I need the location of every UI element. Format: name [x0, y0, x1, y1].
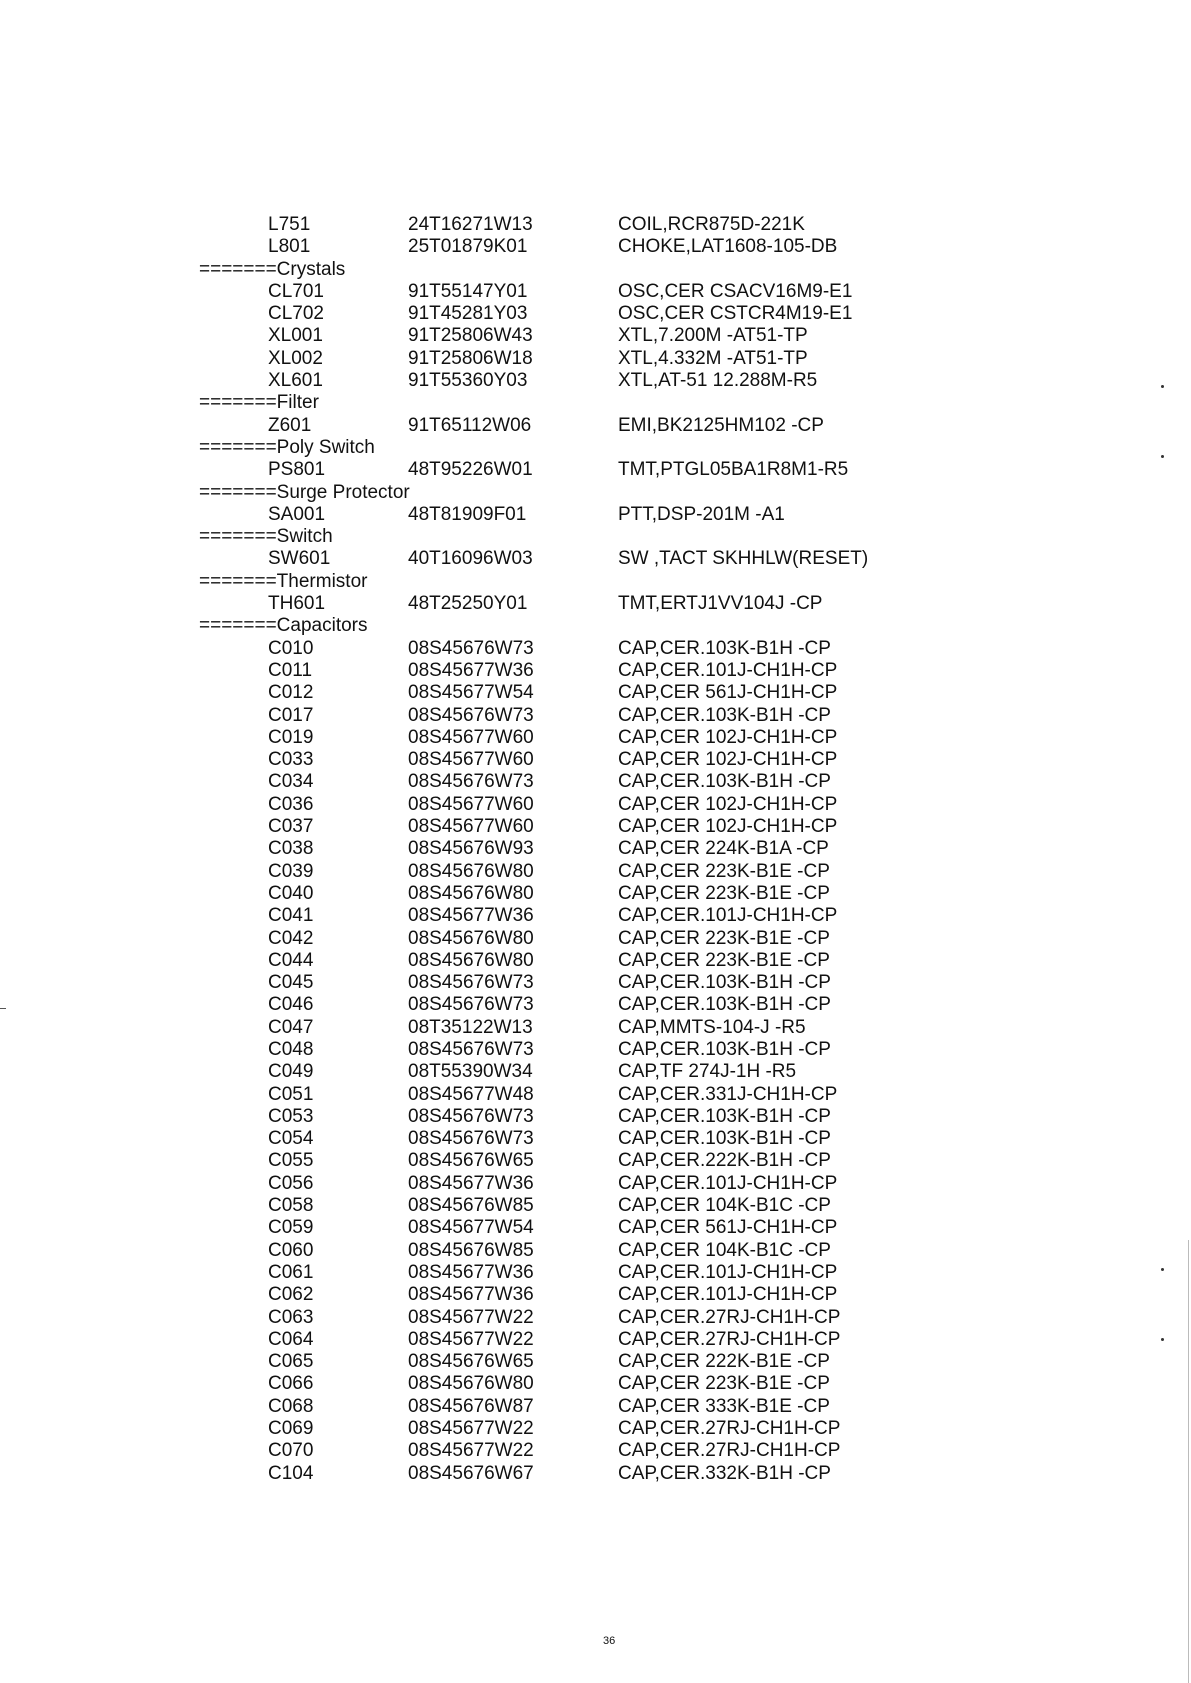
parts-row: [0, 1351, 1191, 1373]
ref-designator: SA001: [268, 503, 326, 525]
ref-designator: C017: [268, 704, 314, 726]
part-description: CAP,CER 223K-B1E -CP: [618, 949, 830, 971]
part-number: 08S45676W80: [408, 860, 534, 882]
part-description: CAP,CER 333K-B1E -CP: [618, 1395, 830, 1417]
part-description: CAP,CER 223K-B1E -CP: [618, 1373, 830, 1395]
ref-designator: CL701: [268, 280, 324, 302]
part-number: 08S45677W60: [408, 816, 534, 838]
part-number: 91T45281Y03: [408, 303, 528, 325]
part-number: 08S45677W60: [408, 793, 534, 815]
parts-row: [0, 861, 1191, 883]
part-description: CAP,CER.103K-B1H -CP: [618, 704, 831, 726]
parts-row: [0, 1084, 1191, 1106]
parts-row: [0, 548, 1191, 570]
part-description: CAP,CER.222K-B1H -CP: [618, 1150, 831, 1172]
part-number: 08S45676W73: [408, 972, 534, 994]
section-heading-row: [0, 571, 1191, 593]
parts-row: [0, 883, 1191, 905]
ref-designator: C039: [268, 860, 314, 882]
part-description: CAP,CER.332K-B1H -CP: [618, 1462, 831, 1484]
part-description: TMT,PTGL05BA1R8M1-R5: [618, 459, 849, 481]
parts-row: [0, 838, 1191, 860]
parts-row: [0, 1017, 1191, 1039]
parts-row: [0, 1284, 1191, 1306]
scan-speck: [1161, 455, 1164, 458]
part-description: CAP,CER.331J-CH1H-CP: [618, 1083, 838, 1105]
parts-row: [0, 1307, 1191, 1329]
scan-speck: [1161, 385, 1164, 388]
part-description: CAP,CER 102J-CH1H-CP: [618, 816, 838, 838]
ref-designator: C046: [268, 994, 314, 1016]
part-number: 08S45677W60: [408, 726, 534, 748]
part-description: CAP,CER 102J-CH1H-CP: [618, 749, 838, 771]
part-number: 08S45676W65: [408, 1150, 534, 1172]
part-number: 08S45676W80: [408, 1373, 534, 1395]
ref-designator: C053: [268, 1105, 314, 1127]
section-heading: =======Crystals: [199, 258, 346, 280]
parts-row: [0, 972, 1191, 994]
part-description: COIL,RCR875D-221K: [618, 214, 805, 235]
part-number: 91T55147Y01: [408, 280, 528, 302]
part-description: CAP,CER 223K-B1E -CP: [618, 882, 830, 904]
parts-row: [0, 1440, 1191, 1462]
section-heading: =======Switch: [199, 526, 333, 548]
ref-designator: CL702: [268, 303, 324, 325]
ref-designator: C070: [268, 1440, 314, 1462]
parts-row: [0, 994, 1191, 1016]
parts-row: [0, 771, 1191, 793]
parts-row: [0, 1039, 1191, 1061]
ref-designator: C059: [268, 1217, 314, 1239]
ref-designator: Z601: [268, 414, 312, 436]
ref-designator: SW601: [268, 548, 331, 570]
part-number: 08S45677W22: [408, 1328, 534, 1350]
ref-designator: C060: [268, 1239, 314, 1261]
part-number: 08S45677W22: [408, 1440, 534, 1462]
part-description: CAP,CER 104K-B1C -CP: [618, 1239, 831, 1261]
section-heading-row: [0, 259, 1191, 281]
ref-designator: C054: [268, 1128, 314, 1150]
ref-designator: C040: [268, 882, 314, 904]
ref-designator: C063: [268, 1306, 314, 1328]
section-heading-row: [0, 615, 1191, 637]
parts-row: [0, 794, 1191, 816]
ref-designator: C062: [268, 1284, 314, 1306]
part-number: 08S45676W73: [408, 994, 534, 1016]
part-number: 08S45676W73: [408, 1128, 534, 1150]
parts-row: [0, 682, 1191, 704]
part-number: 08S45677W22: [408, 1418, 534, 1440]
parts-row: [0, 281, 1191, 303]
part-description: CAP,CER 104K-B1C -CP: [618, 1195, 831, 1217]
ref-designator: C019: [268, 726, 314, 748]
section-heading: =======Surge Protector: [199, 481, 410, 503]
part-description: CAP,CER 561J-CH1H-CP: [618, 682, 838, 704]
part-description: CAP,CER.101J-CH1H-CP: [618, 1172, 838, 1194]
parts-row: [0, 593, 1191, 615]
parts-row: [0, 905, 1191, 927]
part-description: CAP,MMTS-104-J -R5: [618, 1016, 806, 1038]
page-number: 36: [603, 1635, 616, 1647]
section-heading-row: [0, 392, 1191, 414]
part-number: 08S45676W80: [408, 949, 534, 971]
part-number: 08S45676W85: [408, 1195, 534, 1217]
part-number: 08S45676W85: [408, 1239, 534, 1261]
part-description: CAP,CER.103K-B1H -CP: [618, 637, 831, 659]
part-number: 91T25806W18: [408, 347, 533, 369]
scan-mark: [0, 1008, 6, 1009]
parts-row: [0, 236, 1191, 258]
part-description: CAP,CER 222K-B1E -CP: [618, 1351, 830, 1373]
part-number: 48T81909F01: [408, 503, 527, 525]
part-number: 08S45677W48: [408, 1083, 534, 1105]
part-description: XTL,4.332M -AT51-TP: [618, 347, 808, 369]
parts-row: [0, 1217, 1191, 1239]
parts-row: [0, 459, 1191, 481]
parts-row: [0, 1195, 1191, 1217]
part-number: 08S45676W67: [408, 1462, 534, 1484]
parts-row: [0, 504, 1191, 526]
part-description: CAP,TF 274J-1H -R5: [618, 1061, 797, 1083]
part-number: 08S45677W54: [408, 1217, 534, 1239]
part-description: CAP,CER 561J-CH1H-CP: [618, 1217, 838, 1239]
ref-designator: C051: [268, 1083, 314, 1105]
part-description: CAP,CER 102J-CH1H-CP: [618, 726, 838, 748]
parts-row: [0, 816, 1191, 838]
part-number: 08S45677W36: [408, 659, 534, 681]
part-number: 08S45676W73: [408, 637, 534, 659]
part-number: 08S45677W22: [408, 1306, 534, 1328]
ref-designator: C049: [268, 1061, 314, 1083]
parts-row: [0, 348, 1191, 370]
part-number: 08S45677W36: [408, 1172, 534, 1194]
ref-designator: C011: [268, 659, 313, 681]
part-description: CAP,CER.103K-B1H -CP: [618, 1038, 831, 1060]
ref-designator: PS801: [268, 459, 326, 481]
section-heading: =======Thermistor: [199, 570, 368, 592]
ref-designator: L751: [268, 214, 311, 235]
part-number: 08S45676W73: [408, 1038, 534, 1060]
parts-row: [0, 1373, 1191, 1395]
part-description: CAP,CER.27RJ-CH1H-CP: [618, 1418, 841, 1440]
parts-list: [0, 214, 1191, 1485]
part-number: 48T25250Y01: [408, 593, 528, 615]
ref-designator: C065: [268, 1351, 314, 1373]
part-number: 08S45677W36: [408, 1284, 534, 1306]
parts-row: [0, 325, 1191, 347]
part-description: CAP,CER.101J-CH1H-CP: [618, 1261, 838, 1283]
part-number: 08S45677W54: [408, 682, 534, 704]
part-number: 08S45676W73: [408, 771, 534, 793]
part-description: CAP,CER.103K-B1H -CP: [618, 771, 831, 793]
part-description: SW ,TACT SKHHLW(RESET): [618, 548, 869, 570]
section-heading: =======Capacitors: [199, 615, 368, 637]
parts-row: [0, 727, 1191, 749]
ref-designator: C042: [268, 927, 314, 949]
parts-row: [0, 370, 1191, 392]
part-number: 08S45677W36: [408, 905, 534, 927]
part-description: CAP,CER.103K-B1H -CP: [618, 972, 831, 994]
part-description: CAP,CER.103K-B1H -CP: [618, 1105, 831, 1127]
part-number: 91T25806W43: [408, 325, 533, 347]
ref-designator: C012: [268, 682, 314, 704]
parts-row: [0, 928, 1191, 950]
part-description: CAP,CER.27RJ-CH1H-CP: [618, 1440, 841, 1462]
parts-row: [0, 1463, 1191, 1485]
part-description: CAP,CER.101J-CH1H-CP: [618, 1284, 838, 1306]
section-heading-row: [0, 437, 1191, 459]
ref-designator: C047: [268, 1016, 314, 1038]
parts-row: [0, 638, 1191, 660]
section-heading: =======Filter: [199, 392, 319, 414]
ref-designator: C037: [268, 816, 314, 838]
part-number: 08S45676W73: [408, 704, 534, 726]
parts-row: [0, 1262, 1191, 1284]
ref-designator: C010: [268, 637, 314, 659]
ref-designator: C033: [268, 749, 314, 771]
ref-designator: XL002: [268, 347, 323, 369]
scan-speck: [1161, 1268, 1164, 1271]
part-number: 08S45676W65: [408, 1351, 534, 1373]
parts-row: [0, 214, 1191, 236]
ref-designator: C034: [268, 771, 314, 793]
parts-row: [0, 415, 1191, 437]
ref-designator: C064: [268, 1328, 314, 1350]
section-heading-row: [0, 482, 1191, 504]
parts-row: [0, 1150, 1191, 1172]
part-number: 48T95226W01: [408, 459, 533, 481]
part-description: XTL,7.200M -AT51-TP: [618, 325, 808, 347]
part-description: OSC,CER CSTCR4M19-E1: [618, 303, 853, 325]
ref-designator: C058: [268, 1195, 314, 1217]
part-number: 40T16096W03: [408, 548, 533, 570]
parts-row: [0, 1173, 1191, 1195]
ref-designator: C045: [268, 972, 314, 994]
ref-designator: C069: [268, 1418, 314, 1440]
part-number: 08S45676W87: [408, 1395, 534, 1417]
ref-designator: C068: [268, 1395, 314, 1417]
part-description: CAP,CER.101J-CH1H-CP: [618, 905, 838, 927]
part-number: 25T01879K01: [408, 236, 528, 258]
part-number: 91T55360Y03: [408, 370, 528, 392]
part-description: CAP,CER 223K-B1E -CP: [618, 860, 830, 882]
ref-designator: C056: [268, 1172, 314, 1194]
parts-row: [0, 660, 1191, 682]
ref-designator: XL601: [268, 370, 323, 392]
parts-row: [0, 749, 1191, 771]
ref-designator: C044: [268, 949, 314, 971]
ref-designator: C066: [268, 1373, 314, 1395]
parts-row: [0, 1396, 1191, 1418]
parts-row: [0, 1106, 1191, 1128]
ref-designator: C036: [268, 793, 314, 815]
ref-designator: C041: [268, 905, 314, 927]
part-description: EMI,BK2125HM102 -CP: [618, 414, 824, 436]
scan-speck: [1161, 1338, 1164, 1341]
part-description: OSC,CER CSACV16M9-E1: [618, 280, 853, 302]
parts-row: [0, 950, 1191, 972]
parts-row: [0, 1329, 1191, 1351]
ref-designator: C048: [268, 1038, 314, 1060]
section-heading-row: [0, 526, 1191, 548]
ref-designator: TH601: [268, 593, 326, 615]
part-description: PTT,DSP-201M -A1: [618, 503, 785, 525]
parts-row: [0, 705, 1191, 727]
part-number: 24T16271W13: [408, 214, 533, 235]
part-number: 08S45676W73: [408, 1105, 534, 1127]
part-description: CAP,CER 223K-B1E -CP: [618, 927, 830, 949]
part-description: TMT,ERTJ1VV104J -CP: [618, 593, 823, 615]
parts-row: [0, 1240, 1191, 1262]
parts-row: [0, 1061, 1191, 1083]
parts-row: [0, 1128, 1191, 1150]
part-description: CAP,CER.103K-B1H -CP: [618, 1128, 831, 1150]
ref-designator: XL001: [268, 325, 323, 347]
part-number: 08T55390W34: [408, 1061, 533, 1083]
scan-edge-line: [1188, 1240, 1189, 1683]
part-description: CAP,CER.103K-B1H -CP: [618, 994, 831, 1016]
part-description: CAP,CER 224K-B1A -CP: [618, 838, 829, 860]
part-number: 08S45676W93: [408, 838, 534, 860]
ref-designator: C055: [268, 1150, 314, 1172]
part-description: CAP,CER.27RJ-CH1H-CP: [618, 1306, 841, 1328]
ref-designator: C104: [268, 1462, 314, 1484]
part-description: CAP,CER 102J-CH1H-CP: [618, 793, 838, 815]
ref-designator: L801: [268, 236, 311, 258]
part-description: XTL,AT-51 12.288M-R5: [618, 370, 818, 392]
part-number: 08S45676W80: [408, 882, 534, 904]
parts-row: [0, 1418, 1191, 1440]
ref-designator: C038: [268, 838, 314, 860]
part-number: 08S45677W36: [408, 1261, 534, 1283]
section-heading: =======Poly Switch: [199, 436, 375, 458]
ref-designator: C061: [268, 1261, 314, 1283]
parts-row: [0, 303, 1191, 325]
part-number: 08S45676W80: [408, 927, 534, 949]
part-number: 08S45677W60: [408, 749, 534, 771]
part-description: CAP,CER.101J-CH1H-CP: [618, 659, 838, 681]
part-description: CHOKE,LAT1608-105-DB: [618, 236, 838, 258]
part-description: CAP,CER.27RJ-CH1H-CP: [618, 1328, 841, 1350]
part-number: 91T65112W06: [408, 414, 532, 436]
part-number: 08T35122W13: [408, 1016, 533, 1038]
